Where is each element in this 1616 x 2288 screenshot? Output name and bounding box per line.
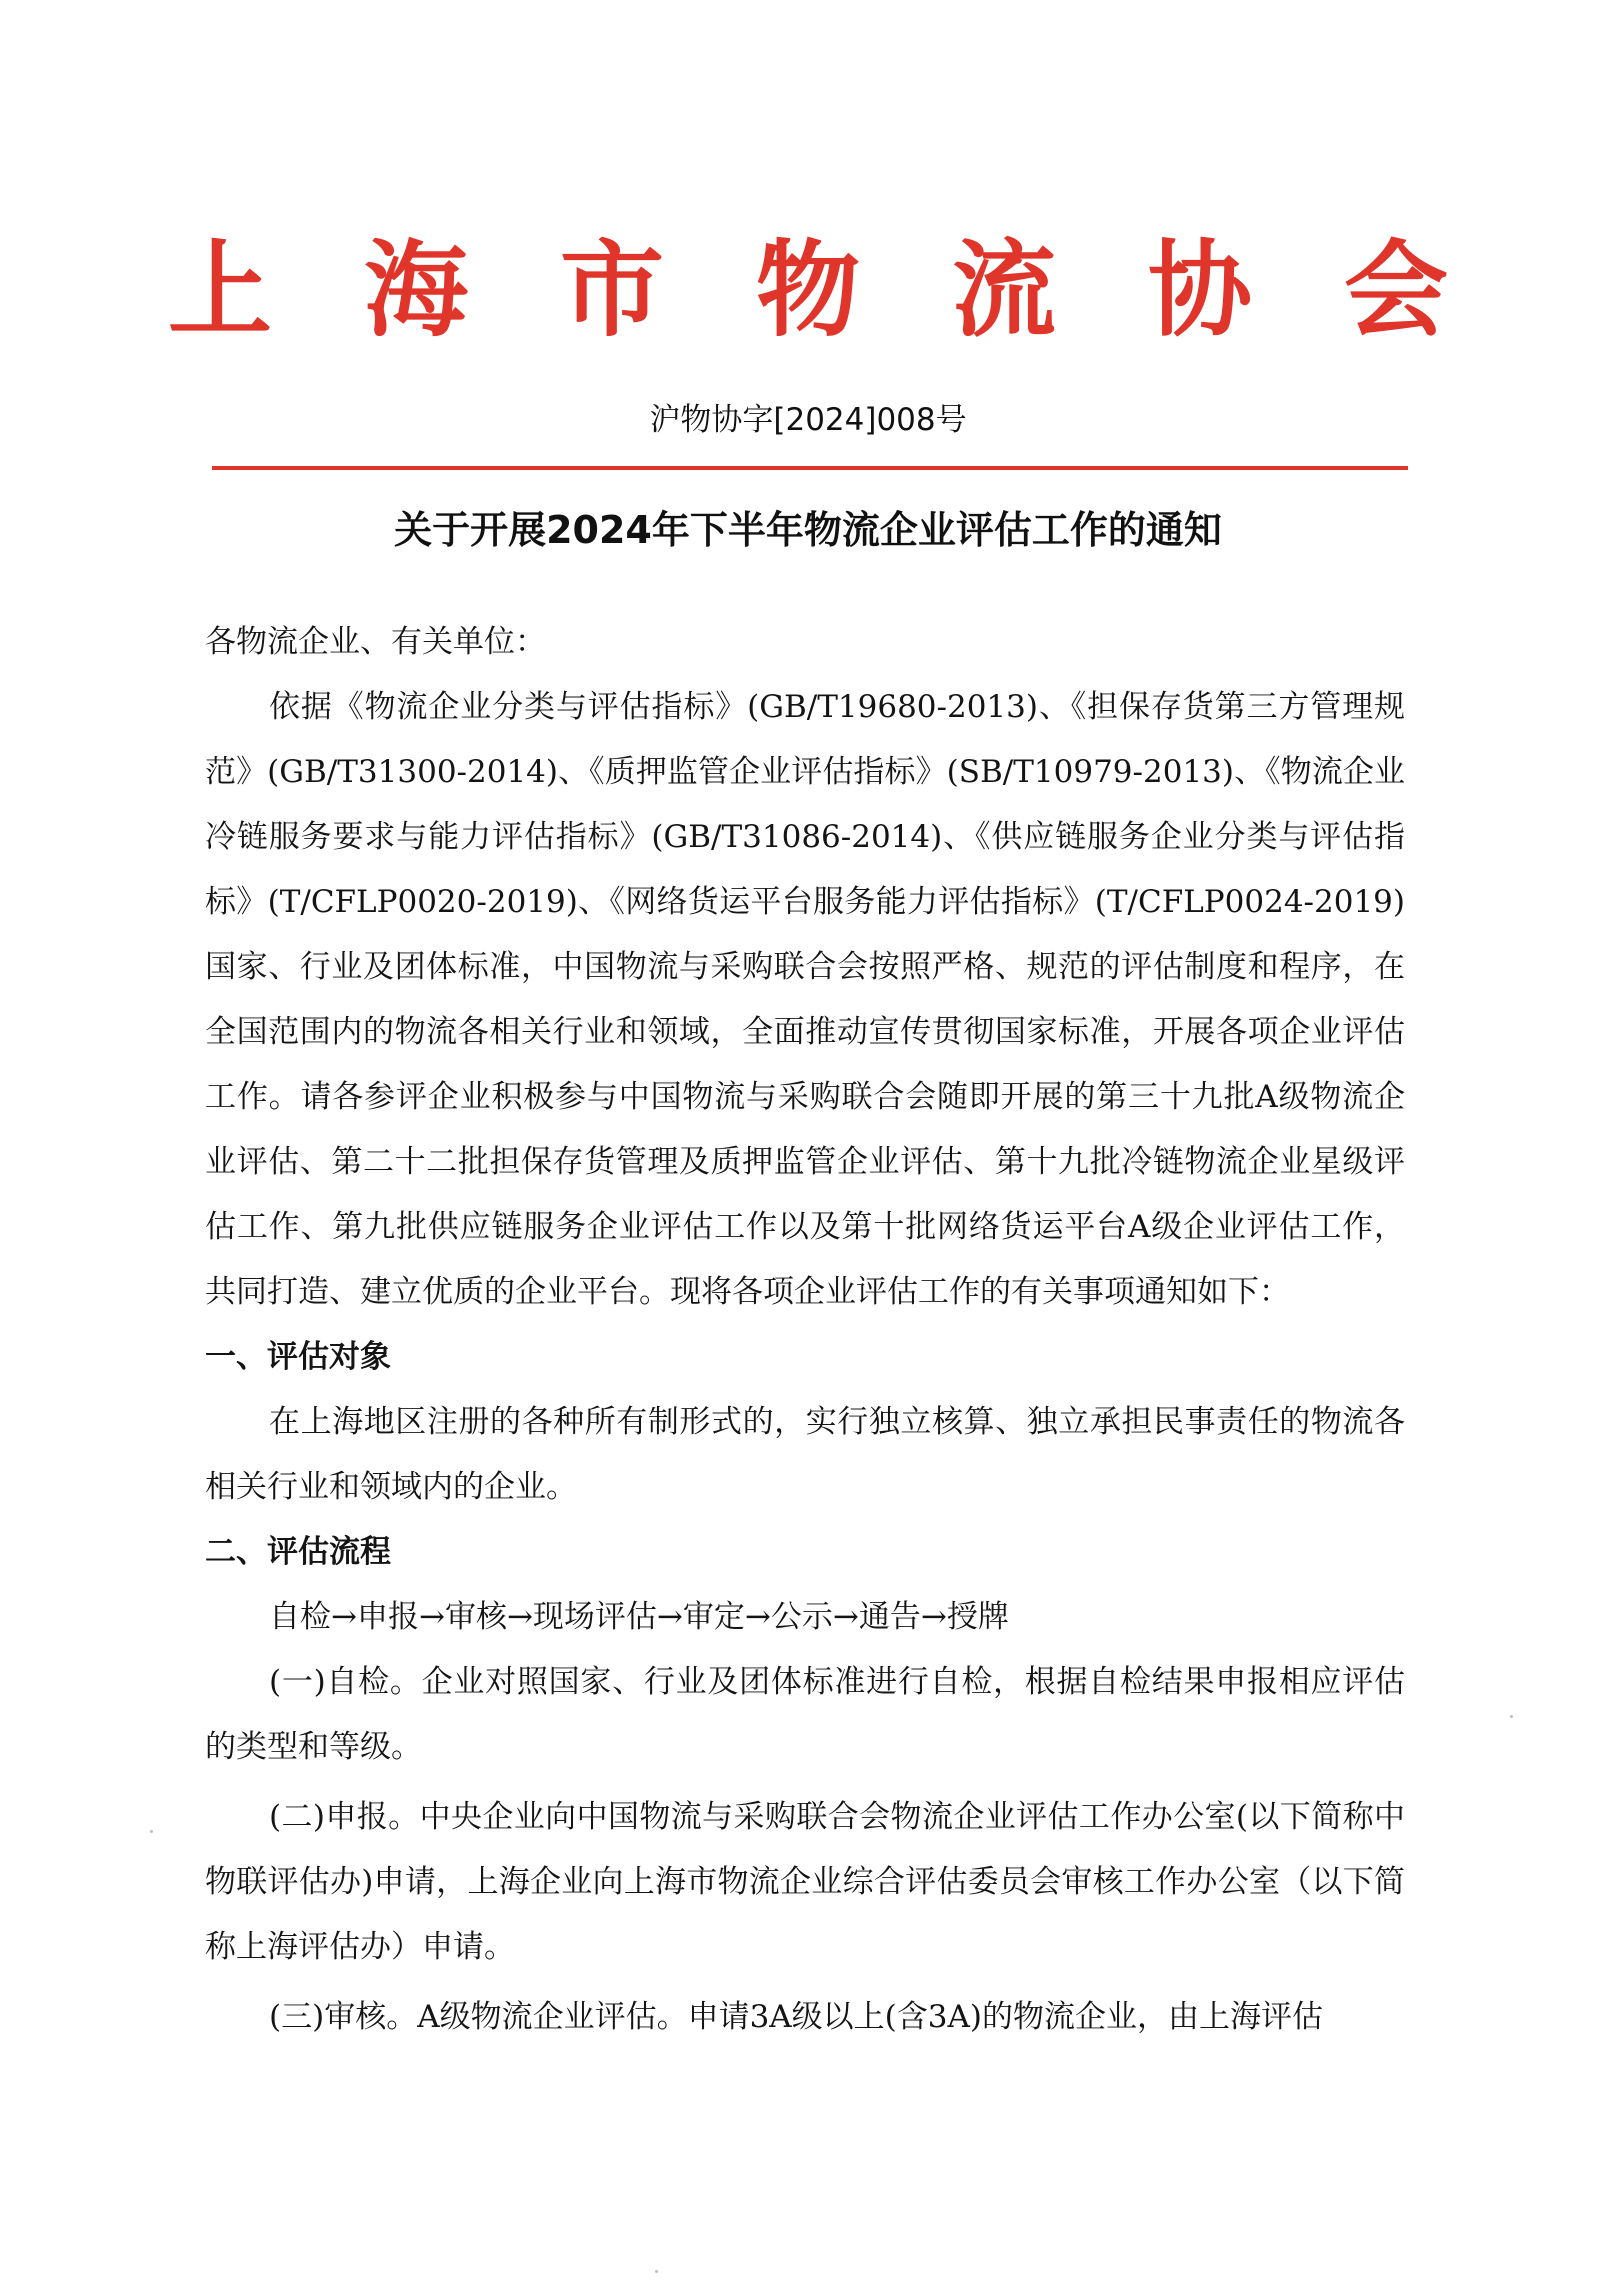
document-number: 沪物协字[2024]008号	[649, 402, 967, 438]
organization-masthead: 上海市物流协会	[167, 229, 1540, 351]
red-divider-line	[212, 466, 1408, 470]
notice-title: 关于开展2024年下半年物流企业评估工作的通知	[394, 508, 1222, 552]
process-item-application: (二)申报。中央企业向中国物流与采购联合会物流企业评估工作办公室(以下简称中物联评估办)申请，上海企业向上海市物流企业综合评估委员会审核工作办公室（以下简称上海评估办）申请。	[205, 1799, 1405, 1965]
evaluation-target-paragraph: 在上海地区注册的各种所有制形式的，实行独立核算、独立承担民事责任的物流各相关行业和领域内的企业。	[205, 1404, 1405, 1505]
scan-speck	[150, 1830, 153, 1833]
evaluation-process-flow: 自检→申报→审核→现场评估→审定→公示→通告→授牌	[269, 1599, 1009, 1635]
scan-speck	[1510, 1715, 1513, 1718]
salutation: 各物流企业、有关单位：	[205, 624, 546, 660]
notice-body	[205, 610, 1405, 2050]
process-item-self-check: (一)自检。企业对照国家、行业及团体标准进行自检，根据自检结果申报相应评估的类型和等级。	[205, 1664, 1405, 1765]
process-item-review: (三)审核。A级物流企业评估。申请3A级以上(含3A)的物流企业，由上海评估	[269, 1999, 1323, 2035]
intro-paragraph: 依据《物流企业分类与评估指标》(GB/T19680-2013)、《担保存货第三方管理规范》(GB/T31300-2014)、《质押监管企业评估指标》(SB/T10979-2013)、《物流企业冷链服务要求与能力评估指标》(GB/T31086-2014)、《供应链服务企业分类与评估指标》(T/CFLP0020-2019)、《网络货运平台服务能力评估指标》(T/CFLP0024-2019)国家、行业及团体标准，中国物流与采购联合会按照严格、规范的评估制度和程序，在全国范围内的物流各相关行业和领域，全面推动宣传贯彻国家标准，开展各项企业评估工作。请各参评企业积极参与中国物流与采购联合会随即开展的第三十九批A级物流企业评估、第二十二批担保存货管理及质押监管企业评估、第十九批冷链物流企业星级评估工作、第九批供应链服务企业评估工作以及第十批网络货运平台A级企业评估工作，共同打造、建立优质的企业平台。现将各项企业评估工作的有关事项通知如下：	[205, 689, 1405, 1310]
section-heading-evaluation-target: 一、评估对象	[205, 1339, 391, 1375]
scan-speck	[655, 2270, 658, 2273]
section-heading-evaluation-process: 二、评估流程	[205, 1534, 391, 1570]
